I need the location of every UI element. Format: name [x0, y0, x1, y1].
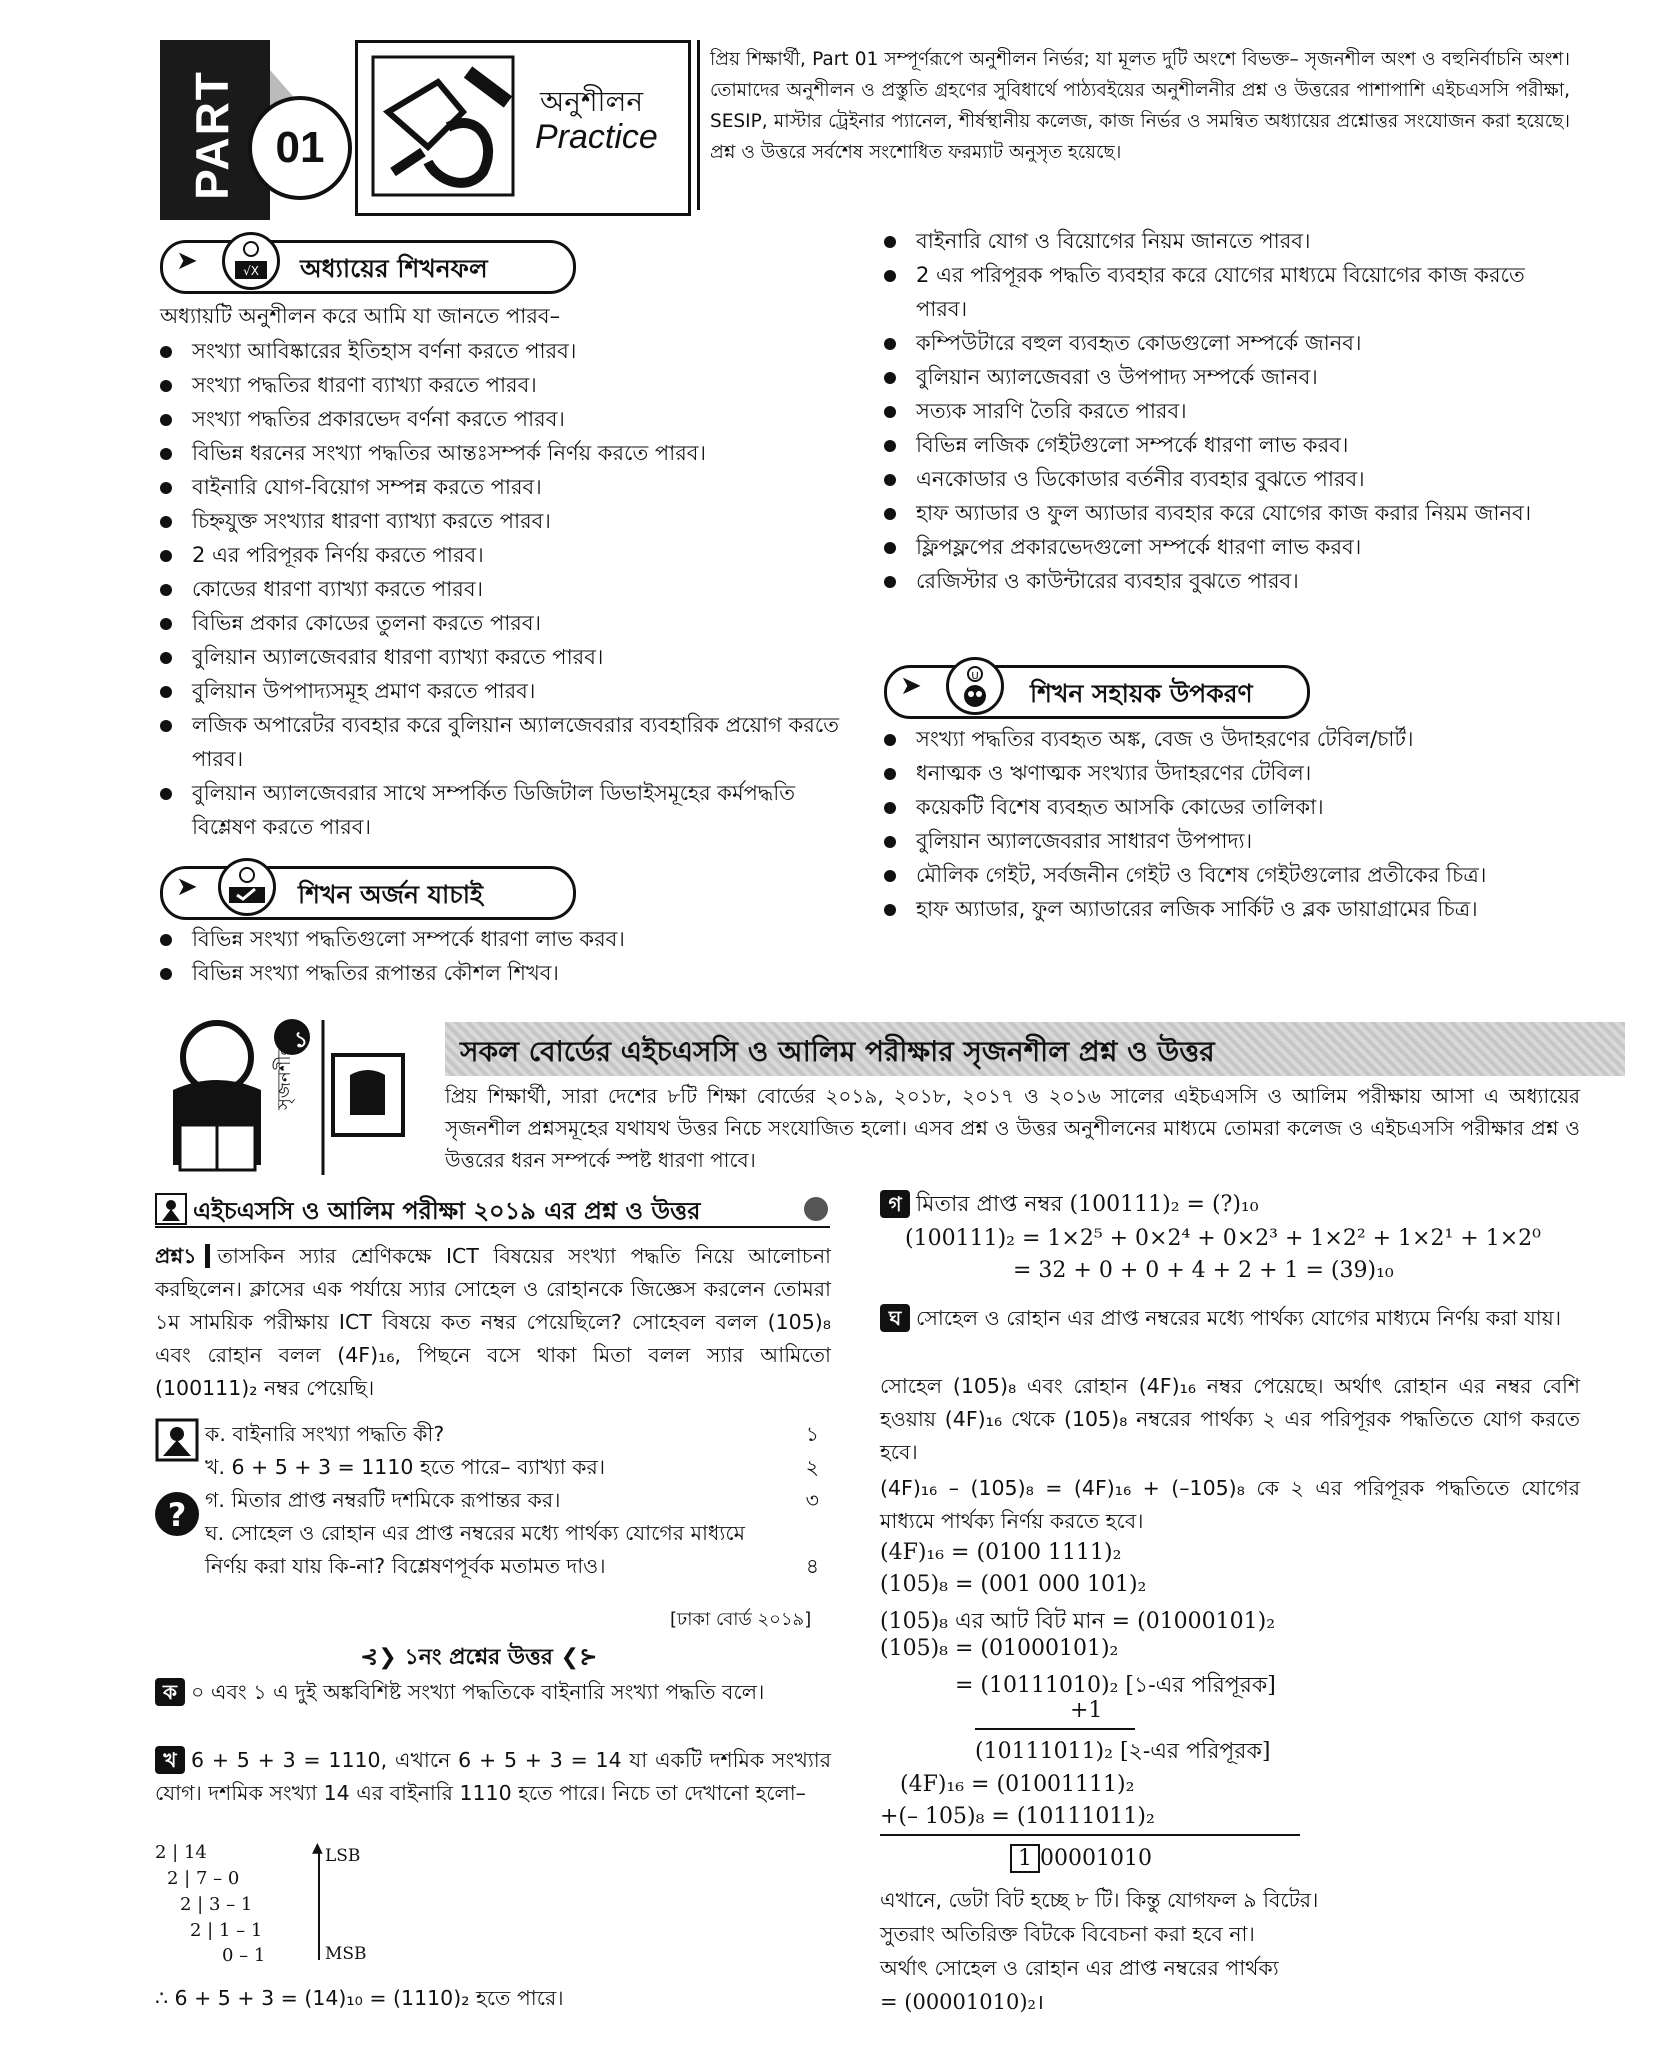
question-part: [205, 1418, 831, 1451]
pill-arrow-icon: ➤: [176, 872, 198, 902]
calc-line-9: +(– 105)₈ = (10111011)₂: [880, 1804, 1155, 1829]
svg-text:?: ?: [167, 1496, 187, 1534]
outcome-item: বাইনারি যোগ ও বিয়োগের নিয়ম জানতে পারব।: [880, 224, 1580, 258]
outcome-item: সত্যক সারণি তৈরি করতে পারব।: [880, 394, 1580, 428]
exam-heading: এইচএসসি ও আলিম পরীক্ষা ২০১৯ এর প্রশ্ন ও উত্তর: [193, 1197, 701, 1225]
msb-label: MSB: [325, 1944, 367, 1964]
question-part: [205, 1484, 831, 1517]
question-part-text: ঘ. সোহেল ও রোহান এর প্রাপ্ত নম্বরের মধ্যে পার্থক্য যোগের মাধ্যমে নির্ণয় করা যায় কি-না? বিশ্লেষণপূর্বক মতামত দাও।: [205, 1521, 745, 1578]
answer-ka-badge: ক: [155, 1678, 185, 1706]
outcome-item: বুলিয়ান অ্যালজেবরার ধারণা ব্যাখ্যা করতে পারব।: [156, 640, 848, 674]
material-item: হাফ অ্যাডার, ফুল অ্যাডারের লজিক সার্কিট ও ব্লক ডায়াগ্রামের চিত্র।: [880, 892, 1580, 926]
outcome-item: হাফ অ্যাডার ও ফুল অ্যাডার ব্যবহার করে যোগের কাজ করার নিয়ম জানব।: [880, 496, 1580, 530]
outcomes-title: অধ্যায়ের শিখনফল: [300, 254, 488, 283]
question-part: [205, 1517, 831, 1583]
materials-title: শিখন সহায়ক উপকরণ: [1030, 679, 1253, 708]
outcome-item: এনকোডার ও ডিকোডার বর্তনীর ব্যবহার বুঝতে পারব।: [880, 462, 1580, 496]
outcomes-list: [156, 334, 848, 844]
question-part-marks: ৩: [805, 1488, 819, 1512]
lsb-label: LSB: [325, 1846, 361, 1866]
pill-arrow-icon: ➤: [900, 671, 922, 701]
checkmark-board-icon: [218, 858, 276, 916]
outcomes-right-list: [880, 224, 1580, 598]
calc-line-4: (105)₈ = (01000101)₂: [880, 1636, 1119, 1661]
question-icons: [155, 1418, 199, 1548]
gha-end-1: এখানে, ডেটা বিট হচ্ছে ৮ টি। কিন্তু যোগফল ৯ বিটের।: [880, 1888, 1319, 1912]
section-number: ১: [293, 1028, 309, 1053]
outcome-item: রেজিস্টার ও কাউন্টারের ব্যবহার বুঝতে পারব।: [880, 564, 1580, 598]
outcome-item: বিভিন্ন প্রকার কোডের তুলনা করতে পারব।: [156, 606, 848, 640]
answer-ga-badge: গ: [880, 1190, 910, 1218]
intro-text: প্রিয় শিক্ষার্থী, Part 01 সম্পূর্ণরূপে অনুশীলন নির্ভর; যা মূলত দুটি অংশে বিভক্ত– সৃজনশীল অংশ ও বহুনির্বাচনি অংশ। তোমাদের অনুশীলন ও প্রস্তুতি গ্রহণের সুবিধার্থে পাঠ্যবইয়ের অনুশীলনীর প্রশ্ন ও উত্তরের পাশাপাশি এইচএসসি পরীক্ষা, SESIP, মাস্টার ট্রেইনার প্যানেল, শীর্ষস্থানীয় কলেজ, কাজ নির্ভর ও সমন্বিত অধ্যায়ের প্রশ্নোত্তর সংযোজন করা হয়েছে। প্রশ্ন ও উত্তরে সর্বশেষ সংশোধিত ফরম্যাট অনুসৃত হয়েছে।: [710, 49, 1570, 163]
part-number: 01: [248, 96, 352, 200]
answer-gha-2: সোহেল (105)₈ এবং রোহান (4F)₁₆ নম্বর পেয়েছে। অর্থাৎ রোহান এর নম্বর বেশি হওয়ায় (4F)₁₆ থেকে (105)₈ নম্বরের পার্থক্য ২ এর পরিপূরক পদ্ধতিতে যোগ করতে হবে।: [880, 1374, 1580, 1464]
answer-ga-line1: (100111)₂ = 1×2⁵ + 0×2⁴ + 0×2³ + 1×2² + 1×2¹ + 1×2⁰: [905, 1226, 1541, 1251]
arrow-up-icon: [318, 1850, 320, 1960]
question-number: প্রশ্ন১: [155, 1244, 210, 1268]
outcome-item: সংখ্যা পদ্ধতির ধারণা ব্যাখ্যা করতে পারব।: [156, 368, 848, 402]
division-row-2: 2 | 7 – 0: [167, 1868, 240, 1889]
section-label: সৃজনশীল: [274, 1042, 295, 1110]
board-reference: [ঢাকা বোর্ড ২০১৯]: [670, 1609, 812, 1630]
calc-sum: 1 00001010: [1010, 1844, 1152, 1873]
answer-ornament-left-icon: ⊰❯: [360, 1645, 405, 1670]
calc-line-1: (4F)₁₆ = (0100 1111)₂: [880, 1540, 1122, 1565]
material-item: ধনাত্মক ও ঋণাত্মক সংখ্যার উদাহরণের টেবিল।: [880, 756, 1580, 790]
chevron-down-icon: [804, 1197, 828, 1221]
arrow-head-icon: ▲: [312, 1840, 323, 1856]
globe-tools-icon: [946, 657, 1004, 715]
pill-arrow-icon: ➤: [176, 246, 198, 276]
answer-gha-3: (4F)₁₆ – (105)₈ = (4F)₁₆ + (–105)₈ কে ২ এর পরিপূরক পদ্ধতিতে যোগের মাধ্যমে পার্থক্য নির্ণয় করতে হবে।: [880, 1476, 1580, 1533]
divider: [155, 1226, 830, 1228]
board-banner-title: সকল বোর্ডের এইচএসসি ও আলিম পরীক্ষার সৃজনশীল প্রশ্ন ও উত্তর: [460, 1035, 1215, 1068]
gha-end-2: সুতরাং অতিরিক্ত বিটকে বিবেচনা করা হবে না।: [880, 1922, 1255, 1946]
outcome-item: লজিক অপারেটর ব্যবহার করে বুলিয়ান অ্যালজেবরার ব্যবহারিক প্রয়োগ করতে পারব।: [156, 708, 848, 776]
gha-end-4: = (00001010)₂।: [880, 1990, 1044, 2014]
outcome-item: বিভিন্ন ধরনের সংখ্যা পদ্ধতির আন্তঃসম্পর্ক নির্ণয় করতে পারব।: [156, 436, 848, 470]
outcome-item: বুলিয়ান অ্যালজেবরার সাথে সম্পর্কিত ডিজিটাল ডিভাইসমূহের কর্মপদ্ধতি বিশ্লেষণ করতে পারব।: [156, 776, 848, 844]
division-row-1: 2 | 14: [155, 1842, 207, 1863]
answer-kha-badge: খ: [155, 1746, 185, 1774]
question-part-marks: ১: [805, 1422, 819, 1446]
outcomes-lead: অধ্যায়টি অনুশীলন করে আমি যা জানতে পারব–: [160, 304, 561, 328]
answer-gha-1: ঘ সোহেল ও রোহান এর প্রাপ্ত নম্বরের মধ্যে পার্থক্য যোগের মাধ্যমে নির্ণয় করা যায়।: [880, 1302, 1580, 1335]
division-row-4: 2 | 1 – 1: [190, 1920, 263, 1941]
outcome-item: বুলিয়ান উপপাদ্যসমূহ প্রমাণ করতে পারব।: [156, 674, 848, 708]
question-parts: [205, 1418, 831, 1583]
outcome-item: কোডের ধারণা ব্যাখ্যা করতে পারব।: [156, 572, 848, 606]
outcome-item: কম্পিউটারে বহুল ব্যবহৃত কোডগুলো সম্পর্কে জানব।: [880, 326, 1580, 360]
practice-hand-icon: [368, 52, 518, 200]
calc-line-6: +1: [1070, 1698, 1103, 1723]
calc-line-5: = (10111010)₂ [১-এর পরিপূরক]: [955, 1673, 1276, 1698]
assessment-title: শিখন অর্জন যাচাই: [298, 880, 484, 909]
answer-ga-title: গ মিতার প্রাপ্ত নম্বর (100111)₂ = (?)₁₀: [880, 1188, 1580, 1221]
board-intro: প্রিয় শিক্ষার্থী, সারা দেশের ৮টি শিক্ষা বোর্ডের ২০১৯, ২০১৮, ২০১৭ ও ২০১৬ সালের এইচএসসি ও আলিম পরীক্ষায় আসা এ অধ্যায়ের সৃজনশীল প্রশ্নসমূহের যথাযথ উত্তর নিচে সংযোজিত হলো। এসব প্রশ্ন ও উত্তর অনুশীলনের মাধ্যমে তোমরা কলেজ ও এইচএসসি পরীক্ষার প্রশ্ন ও উত্তরের ধরন সম্পর্কে স্পষ্ট ধারণা পাবে।: [445, 1084, 1580, 1172]
part-label: PART: [186, 70, 238, 200]
answer-gha-badge: ঘ: [880, 1304, 910, 1332]
calc-line-3: (105)₈ এর আট বিট মান = (01000101)₂: [880, 1609, 1276, 1634]
material-item: বুলিয়ান অ্যালজেবরার সাধারণ উপপাদ্য।: [880, 824, 1580, 858]
question-part-text: ক. বাইনারি সংখ্যা পদ্ধতি কী?: [205, 1422, 445, 1446]
question-part-text: খ. 6 + 5 + 3 = 1110 হতে পারে– ব্যাখ্যা কর।: [205, 1455, 606, 1479]
materials-list: [880, 722, 1580, 926]
calc-rule-2: [880, 1834, 1300, 1836]
question-part-marks: ২: [805, 1455, 819, 1479]
answer-heading: ⊰❯ ১নং প্রশ্নের উত্তর ❮⊱: [360, 1645, 598, 1670]
calc-line-7: (10111011)₂ [২-এর পরিপূরক]: [975, 1739, 1271, 1764]
material-item: সংখ্যা পদ্ধতির ব্যবহৃত অঙ্ক, বেজ ও উদাহরণের টেবিল/চার্ট।: [880, 722, 1580, 756]
material-item: মৌলিক গেইট, সর্বজনীন গেইট ও বিশেষ গেইটগুলোর প্রতীকের চিত্র।: [880, 858, 1580, 892]
division-row-3: 2 | 3 – 1: [180, 1894, 253, 1915]
question-part-marks: ৪: [805, 1554, 819, 1578]
calc-line-8: (4F)₁₆ = (01001111)₂: [900, 1772, 1135, 1797]
answer-ka: ক ০ এবং ১ এ দুই অঙ্কবিশিষ্ট সংখ্যা পদ্ধতিকে বাইনারি সংখ্যা পদ্ধতি বলে।: [155, 1676, 831, 1709]
question-text: তাসকিন স্যার শ্রেণিকক্ষে ICT বিষয়ের সংখ্যা পদ্ধতি নিয়ে আলোচনা করছিলেন। ক্লাসের এক পর্যায়ে স্যার সোহেল ও রোহানকে জিজ্ঞেস করলেন তোমরা ১ম সাময়িক পরীক্ষায় ICT বিষয়ে কত নম্বর পেয়েছিলে? সোহেবল বলল (105)₈ এবং রোহান বলল (4F)₁₆, পিছনে বসে থাকা মিতা বলল স্যার আমিতো (100111)₂ নম্বর পেয়েছি।: [155, 1244, 831, 1400]
question-part-text: গ. মিতার প্রাপ্ত নম্বরটি দশমিকে রূপান্তর কর।: [205, 1488, 561, 1512]
checklist-icon: [222, 232, 280, 290]
kha-result: ∴ 6 + 5 + 3 = (14)₁₀ = (1110)₂ হতে পারে।: [155, 1986, 564, 2010]
calc-rule-1: [975, 1728, 1135, 1730]
answer-kha: খ 6 + 5 + 3 = 1110, এখানে 6 + 5 + 3 = 14 যা একটি দশমিক সংখ্যার যোগ। দশমিক সংখ্যা 14 এর বাইনারি 1110 হতে পারে। নিচে তা দেখানো হলো–: [155, 1748, 831, 1805]
outcome-item: 2 এর পরিপূরক পদ্ধতি ব্যবহার করে যোগের মাধ্যমে বিয়োগের কাজ করতে পারব।: [880, 258, 1580, 326]
outcome-item: সংখ্যা আবিষ্কারের ইতিহাস বর্ণনা করতে পারব।: [156, 334, 848, 368]
practice-title-bn: অনুশীলন: [540, 85, 644, 118]
answer-ornament-right-icon: ❮⊱: [552, 1645, 598, 1670]
practice-title-en: Practice: [535, 118, 658, 156]
assessment-item: বিভিন্ন সংখ্যা পদ্ধতির রূপান্তর কৌশল শিখব।: [156, 956, 848, 990]
outcome-item: বিভিন্ন লজিক গেইটগুলো সম্পর্কে ধারণা লাভ করব।: [880, 428, 1580, 462]
gha-end-3: অর্থাৎ সোহেল ও রোহান এর প্রাপ্ত নম্বরের পার্থক্য: [880, 1956, 1279, 1980]
svg-text:U: U: [971, 671, 979, 682]
calc-line-2: (105)₈ = (001 000 101)₂: [880, 1572, 1147, 1597]
material-item: কয়েকটি বিশেষ ব্যবহৃত আসকি কোডের তালিকা।: [880, 790, 1580, 824]
svg-text:√X: √X: [243, 264, 259, 278]
question-part: [205, 1451, 831, 1484]
outcome-item: সংখ্যা পদ্ধতির প্রকারভেদ বর্ণনা করতে পারব।: [156, 402, 848, 436]
outcome-item: বাইনারি যোগ-বিয়োগ সম্পন্ন করতে পারব।: [156, 470, 848, 504]
outcome-item: চিহ্নযুক্ত সংখ্যার ধারণা ব্যাখ্যা করতে পারব।: [156, 504, 848, 538]
outcome-item: বুলিয়ান অ্যালজেবরা ও উপপাদ্য সম্পর্কে জানব।: [880, 360, 1580, 394]
outcome-item: 2 এর পরিপূরক নির্ণয় করতে পারব।: [156, 538, 848, 572]
exam-icon: [155, 1193, 187, 1225]
carry-bit: 1: [1010, 1844, 1040, 1873]
division-row-5: 0 – 1: [222, 1945, 266, 1966]
outcome-item: ফ্লিপফ্লপের প্রকারভেদগুলো সম্পর্কে ধারণা লাভ করব।: [880, 530, 1580, 564]
assessment-list: [156, 922, 848, 990]
answer-ga-line2: = 32 + 0 + 0 + 4 + 2 + 1 = (39)₁₀: [1013, 1258, 1394, 1283]
question-stem: [155, 1240, 831, 1405]
assessment-item: বিভিন্ন সংখ্যা পদ্ধতিগুলো সম্পর্কে ধারণা লাভ করব।: [156, 922, 848, 956]
